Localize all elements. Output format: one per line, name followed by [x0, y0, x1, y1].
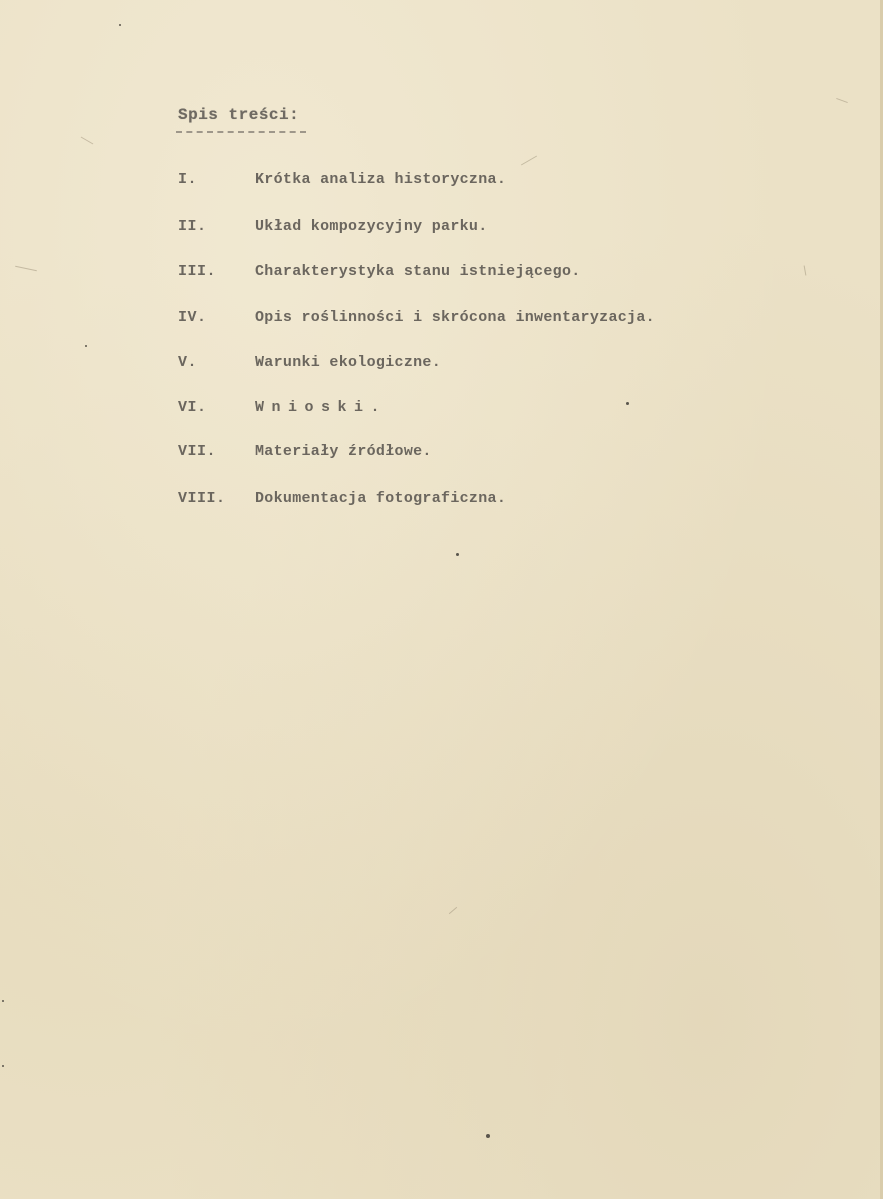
toc-item	[0, 443, 883, 467]
toc-item	[0, 399, 883, 423]
paper-speck	[2, 1065, 4, 1067]
toc-item	[0, 490, 883, 514]
toc-item-title: Warunki ekologiczne.	[255, 354, 442, 371]
toc-item-number: V.	[178, 354, 198, 371]
toc-item-number: VI.	[178, 399, 207, 416]
toc-item-title: Krótka analiza historyczna.	[255, 171, 507, 188]
toc-item-number: VII.	[178, 443, 217, 460]
toc-item-title: Dokumentacja fotograficzna.	[255, 490, 507, 507]
toc-item	[0, 354, 883, 378]
toc-item	[0, 171, 883, 195]
toc-item-title: Opis roślinności i skrócona inwentaryzacja.	[255, 309, 655, 326]
paper-speck	[456, 553, 459, 556]
toc-item	[0, 218, 883, 242]
toc-item-number: II.	[178, 218, 207, 235]
toc-item-number: IV.	[178, 309, 207, 326]
toc-item-number: VIII.	[178, 490, 226, 507]
toc-item-number: I.	[178, 171, 198, 188]
toc-item	[0, 309, 883, 333]
toc-item-title: Układ kompozycyjny parku.	[255, 218, 488, 235]
toc-heading: Spis treści:	[178, 106, 300, 124]
toc-item-title: Materiały źródłowe.	[255, 443, 432, 460]
toc-item-title: Wnioski.	[255, 399, 388, 416]
toc-item-number: III.	[178, 263, 217, 280]
toc-item	[0, 263, 883, 287]
paper-speck	[119, 24, 121, 26]
paper-speck	[85, 345, 87, 347]
paper-speck	[486, 1134, 490, 1138]
toc-item-title: Charakterystyka stanu istniejącego.	[255, 263, 581, 280]
paper-speck	[626, 402, 629, 405]
paper-speck	[2, 1000, 4, 1002]
